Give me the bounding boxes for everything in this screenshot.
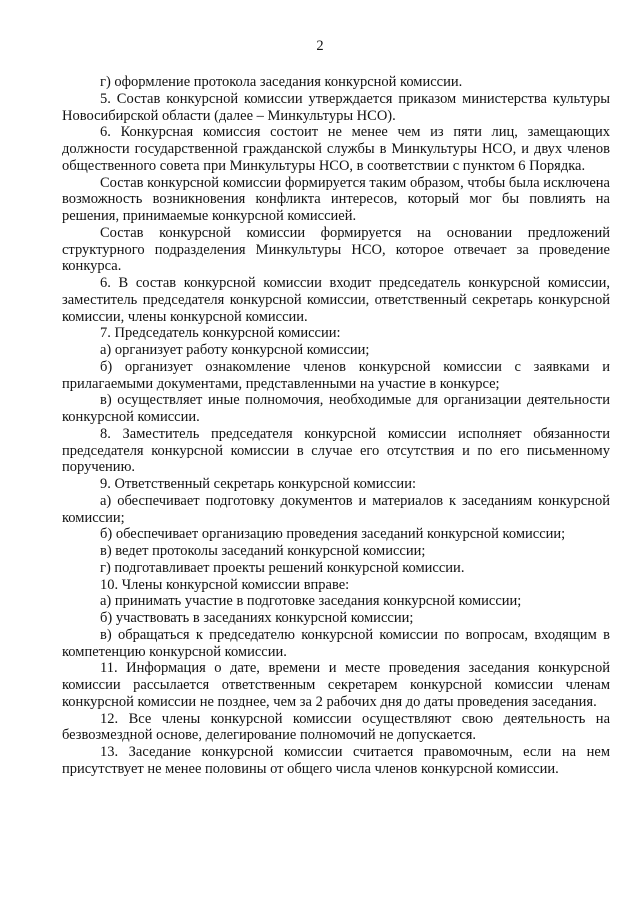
paragraph: а) организует работу конкурсной комиссии; <box>100 342 370 358</box>
paragraph: а) обеспечивает подготовку документов и материалов к заседаниям конкурсной комиссии; <box>62 492 610 526</box>
paragraph: б) обеспечивает организацию проведения заседаний конкурсной комиссии; <box>100 526 566 543</box>
paragraph: Состав конкурсной комиссии формируется таким образом, чтобы была исключена возможность возникновения конфликта интересов, который мог бы повлиять на решения, принимаемые конкурсной комиссией. <box>62 174 610 224</box>
document-body <box>62 74 610 778</box>
paragraph: 12. Все члены конкурсной комиссии осуществляют свою деятельность на безвозмездной основе, делегирование полномочий не допускается. <box>62 710 610 744</box>
paragraph: 9. Ответственный секретарь конкурсной комиссии: <box>100 476 416 492</box>
paragraph: 5. Состав конкурсной комиссии утверждается приказом министерства культуры Новосибирской области (далее – Минкультуры НСО). <box>62 90 610 124</box>
paragraph: г) подготавливает проекты решений конкурсной комиссии. <box>100 559 465 576</box>
paragraph: а) принимать участие в подготовке заседания конкурсной комиссии; <box>100 593 522 610</box>
paragraph: 6. Конкурсная комиссия состоит не менее чем из пяти лиц, замещающих должности государственной гражданской службы в Минкультуры НСО, и двух членов общественного совета при Минкультуры НСО, в соответствии с пунктом 6 Порядка. <box>62 124 610 174</box>
paragraph: 8. Заместитель председателя конкурсной комиссии исполняет обязанности председателя конкурсной комиссии в случае его отсутствия и по его письменному поручению. <box>62 425 610 476</box>
paragraph: г) оформление протокола заседания конкурсной комиссии. <box>100 74 463 90</box>
paragraph: в) осуществляет иные полномочия, необходимые для организации деятельности конкурсной комиссии. <box>62 392 610 425</box>
paragraph: 6. В состав конкурсной комиссии входит председатель конкурсной комиссии, заместитель председателя конкурсной комиссии, ответственный секретарь конкурсной комиссии, члены конкурсной комиссии. <box>62 275 610 325</box>
paragraph: 7. Председатель конкурсной комиссии: <box>100 325 341 342</box>
paragraph: 11. Информация о дате, времени и месте проведения заседания конкурсной комиссии рассылается ответственным секретарем конкурсной комиссии членам конкурсной комиссии не позднее, чем за 2 рабочих дня до даты проведения заседания. <box>62 660 610 710</box>
paragraph: Состав конкурсной комиссии формируется на основании предложений структурного подразделения Минкультуры НСО, которое отвечает за проведение конкурса. <box>62 224 610 275</box>
paragraph: 13. Заседание конкурсной комиссии считается правомочным, если на нем присутствует не менее половины от общего числа членов конкурсной комиссии. <box>62 744 610 777</box>
paragraph: б) участвовать в заседаниях конкурсной комиссии; <box>100 610 414 626</box>
paragraph: 10. Члены конкурсной комиссии вправе: <box>100 576 350 593</box>
paragraph: б) организует ознакомление членов конкурсной комиссии с заявками и прилагаемыми документами, представленными на участие в конкурсе; <box>62 358 610 392</box>
paragraph: в) обращаться к председателю конкурсной комиссии по вопросам, входящим в компетенцию конкурсной комиссии. <box>62 626 610 660</box>
page-number: 2 <box>316 38 324 54</box>
paragraph: в) ведет протоколы заседаний конкурсной комиссии; <box>100 543 426 559</box>
